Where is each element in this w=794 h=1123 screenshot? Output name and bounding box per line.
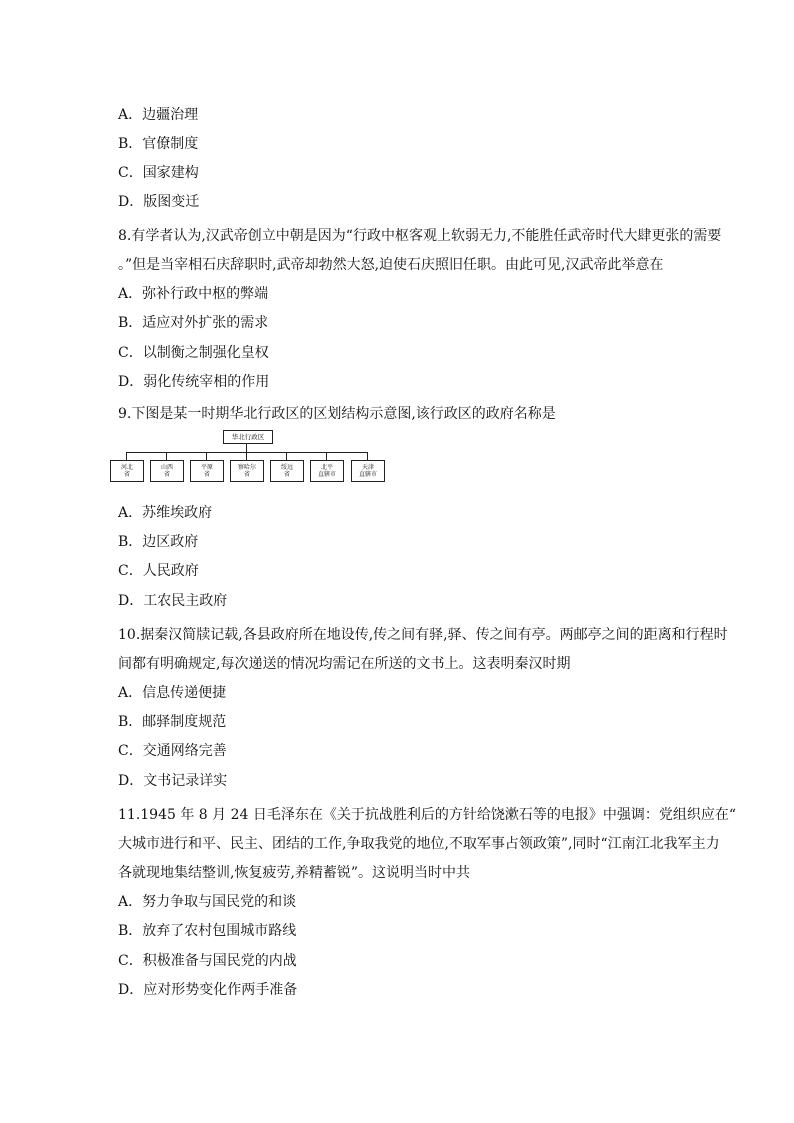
q7-option-b[interactable]: B．官僚制度 — [118, 136, 199, 152]
q11-option-b[interactable]: B．放弃了农村包围城市路线 — [118, 923, 297, 939]
q10-option-a[interactable]: A．信息传递便捷 — [118, 685, 227, 701]
diagram-root-box: 华北行政区 — [223, 430, 273, 444]
diagram-connector-drop — [326, 452, 327, 460]
q8-option-a[interactable]: A．弥补行政中枢的弊端 — [118, 286, 269, 302]
q9-stem: 9.下图是某一时期华北行政区的区划结构示意图,该行政区的政府名称是 — [118, 406, 556, 422]
diagram-connector-drop — [166, 452, 167, 460]
q11-stem-line1: 11.1945 年 8 月 24 日毛泽东在《关于抗战胜利后的方针给饶漱石等的电报》中强调：党组织应在“ — [118, 807, 737, 823]
q11-stem-line2: 大城市进行和平、民主、团结的工作,争取我党的地位,不取军事占领政策”,同时“江南江北我军主力 — [118, 836, 720, 852]
q8-option-b[interactable]: B．适应对外扩张的需求 — [118, 315, 269, 331]
q11-option-c[interactable]: C．积极准备与国民党的内战 — [118, 953, 297, 969]
q7-option-a[interactable]: A．边疆治理 — [118, 107, 199, 123]
diagram-connector-drop — [367, 452, 368, 460]
diagram-connector-drop — [286, 452, 287, 460]
diagram-box-beiping: 北平 直辖市 — [310, 460, 344, 482]
q9-option-c[interactable]: C．人民政府 — [118, 563, 199, 579]
q8-stem-line2: 。”但是当宰相石庆辞职时,武帝却勃然大怒,迫使石庆照旧任职。由此可见,汉武帝此举意在 — [118, 257, 664, 273]
diagram-box-chahar: 察哈尔 省 — [230, 460, 264, 482]
q9-option-b[interactable]: B．边区政府 — [118, 534, 199, 550]
q10-option-c[interactable]: C．交通网络完善 — [118, 743, 227, 759]
q11-option-d[interactable]: D．应对形势变化作两手准备 — [118, 982, 298, 998]
q8-stem-line1: 8.有学者认为,汉武帝创立中朝是因为“行政中枢客观上软弱无力,不能胜任武帝时代大肆更张的需要 — [118, 228, 722, 244]
diagram-box-pingyuan: 平原 省 — [190, 460, 224, 482]
q9-option-d[interactable]: D．工农民主政府 — [118, 593, 228, 609]
diagram-connector-drop — [126, 452, 127, 460]
diagram-box-hebei: 河北 省 — [110, 460, 144, 482]
q10-stem-line2: 间都有明确规定,每次递送的情况均需记在所送的文书上。这表明秦汉时期 — [118, 656, 571, 672]
diagram-connector-stem — [246, 443, 247, 452]
diagram-box-suiyuan: 绥远 省 — [270, 460, 304, 482]
q11-option-a[interactable]: A．努力争取与国民党的和谈 — [118, 894, 297, 910]
q7-option-c[interactable]: C．国家建构 — [118, 165, 199, 181]
diagram-connector-drop — [206, 452, 207, 460]
q9-option-a[interactable]: A．苏维埃政府 — [118, 505, 213, 521]
q7-option-d[interactable]: D．版图变迁 — [118, 194, 200, 210]
q8-option-d[interactable]: D．弱化传统宰相的作用 — [118, 374, 270, 390]
q10-option-d[interactable]: D．文书记录详实 — [118, 773, 228, 789]
q9-admin-structure-diagram — [105, 428, 385, 484]
q11-stem-line3: 各就现地集结整训,恢复疲劳,养精蓄锐”。这说明当时中共 — [118, 865, 471, 881]
q10-option-b[interactable]: B．邮驿制度规范 — [118, 714, 227, 730]
diagram-box-tianjin: 天津 直辖市 — [351, 460, 385, 482]
diagram-box-shanxi: 山西 省 — [150, 460, 184, 482]
q10-stem-line1: 10.据秦汉简牍记载,各县政府所在地设传,传之间有驿,驿、传之间有亭。两邮亭之间的距离和行程时 — [118, 627, 728, 643]
diagram-connector-drop — [246, 452, 247, 460]
q8-option-c[interactable]: C．以制衡之制强化皇权 — [118, 345, 269, 361]
